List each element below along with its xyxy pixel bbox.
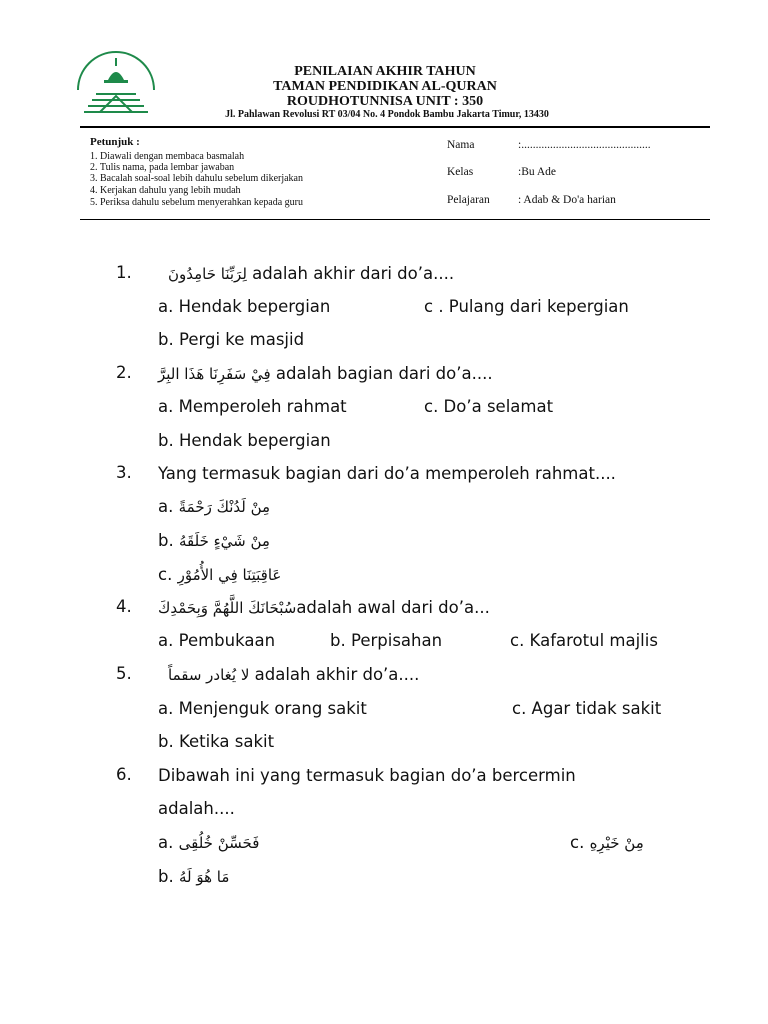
instruction-item: 3. Bacalah soal-soal lebih dahulu sebelum dikerjakan xyxy=(90,173,303,184)
option-label: b. xyxy=(158,531,174,550)
school-name: TAMAN PENDIDIKAN AL-QURAN xyxy=(273,79,497,94)
question-stem: Yang termasuk bagian dari do’a memperoleh rahmat.... xyxy=(158,464,616,483)
option-label: a. xyxy=(158,833,174,852)
option-a[interactable]: a. Memperoleh rahmat xyxy=(158,397,347,416)
option-label: b. xyxy=(158,867,174,886)
instruction-item: 4. Kerjakan dahulu yang lebih mudah xyxy=(90,185,241,196)
question-stem: Dibawah ini yang termasuk bagian do’a bercermin xyxy=(158,766,576,785)
instruction-item: 2. Tulis nama, pada lembar jawaban xyxy=(90,162,235,173)
question-stem: adalah awal dari do’a... xyxy=(296,598,490,617)
option-a[interactable]: a. Hendak bepergian xyxy=(158,297,331,316)
option-label: c. xyxy=(158,565,173,584)
option-b[interactable] xyxy=(158,866,229,888)
option-c[interactable]: c . Pulang dari kepergian xyxy=(424,297,629,316)
arabic-phrase: مِنْ شَيْءٍ خَلَقَهُ xyxy=(178,532,270,550)
question-stem: adalah bagian dari do’a.... xyxy=(275,364,493,383)
option-a[interactable] xyxy=(158,832,259,854)
kelas-label: Kelas xyxy=(447,166,474,178)
arabic-phrase: لِرَبِّنَا حَامِدُونَ xyxy=(168,265,247,283)
option-b[interactable]: b. Hendak bepergian xyxy=(158,431,331,450)
question-number: 6. xyxy=(116,765,132,784)
instruction-item: 5. Periksa dahulu sebelum menyerahkan kepada guru xyxy=(90,197,303,208)
arabic-phrase: سُبْحَانَكَ اللَّهُمَّ وَبِحَمْدِكَ xyxy=(158,599,297,617)
option-label: c. xyxy=(570,833,585,852)
option-label: a. xyxy=(158,497,174,516)
arabic-phrase: مِنْ لَدُنْكَ رَحْمَةً xyxy=(178,498,271,516)
arabic-phrase: فَحَسِّنْ خُلُقِى xyxy=(178,834,260,852)
option-c[interactable]: c. Kafarotul majlis xyxy=(510,631,658,650)
question-stem-continued: adalah.... xyxy=(158,799,235,818)
nama-label: Nama xyxy=(447,139,475,151)
instruction-item: 1. Diawali dengan membaca basmalah xyxy=(90,151,245,162)
arabic-phrase: لا يُغادر سقماً xyxy=(168,666,250,684)
question-number: 5. xyxy=(116,664,132,683)
option-c[interactable]: c. Agar tidak sakit xyxy=(512,699,662,718)
question-2-text xyxy=(158,363,493,385)
option-c[interactable]: c. Do’a selamat xyxy=(424,397,554,416)
question-number: 1. xyxy=(116,263,132,282)
school-address: Jl. Pahlawan Revolusi RT 03/04 No. 4 Pondok Bambu Jakarta Timur, 13430 xyxy=(225,109,549,120)
option-a[interactable]: a. Pembukaan xyxy=(158,631,276,650)
nama-field[interactable]: :............................................. xyxy=(518,139,651,151)
option-c[interactable] xyxy=(158,564,281,586)
header-divider xyxy=(80,126,710,128)
arabic-phrase: فِيْ سَفَرِنَا هَذَا البِرَّ xyxy=(158,365,271,383)
option-a[interactable]: a. Menjenguk orang sakit xyxy=(158,699,367,718)
question-stem: adalah akhir dari do’a.... xyxy=(252,264,455,283)
instructions-heading: Petunjuk : xyxy=(90,136,140,148)
arabic-phrase: مِنْ خَيْرِهِ xyxy=(589,834,644,852)
arabic-phrase: عَاقِبَتِنَا فِي الأُمُوْرِ xyxy=(177,566,282,584)
question-5-text xyxy=(168,664,419,686)
question-number: 3. xyxy=(116,463,132,482)
option-c[interactable] xyxy=(570,832,644,854)
question-stem: adalah akhir do’a.... xyxy=(254,665,420,684)
question-1-text xyxy=(168,263,454,285)
option-b[interactable] xyxy=(158,530,270,552)
arabic-phrase: مَا هُوَ لَهُ xyxy=(178,868,230,886)
exam-title: PENILAIAN AKHIR TAHUN xyxy=(294,64,476,79)
school-unit: ROUDHOTUNNISA UNIT : 350 xyxy=(286,94,484,109)
option-b[interactable]: b. Ketika sakit xyxy=(158,732,275,751)
school-logo xyxy=(74,50,158,120)
pelajaran-label: Pelajaran xyxy=(447,194,490,206)
question-number: 4. xyxy=(116,597,132,616)
option-b[interactable]: b. Perpisahan xyxy=(330,631,443,650)
question-number: 2. xyxy=(116,363,132,382)
option-b[interactable]: b. Pergi ke masjid xyxy=(158,330,305,349)
option-a[interactable] xyxy=(158,496,270,518)
question-4-text xyxy=(158,597,490,619)
pelajaran-field: : Adab & Do'a harian xyxy=(518,194,616,206)
kelas-field: :Bu Ade xyxy=(518,166,557,178)
